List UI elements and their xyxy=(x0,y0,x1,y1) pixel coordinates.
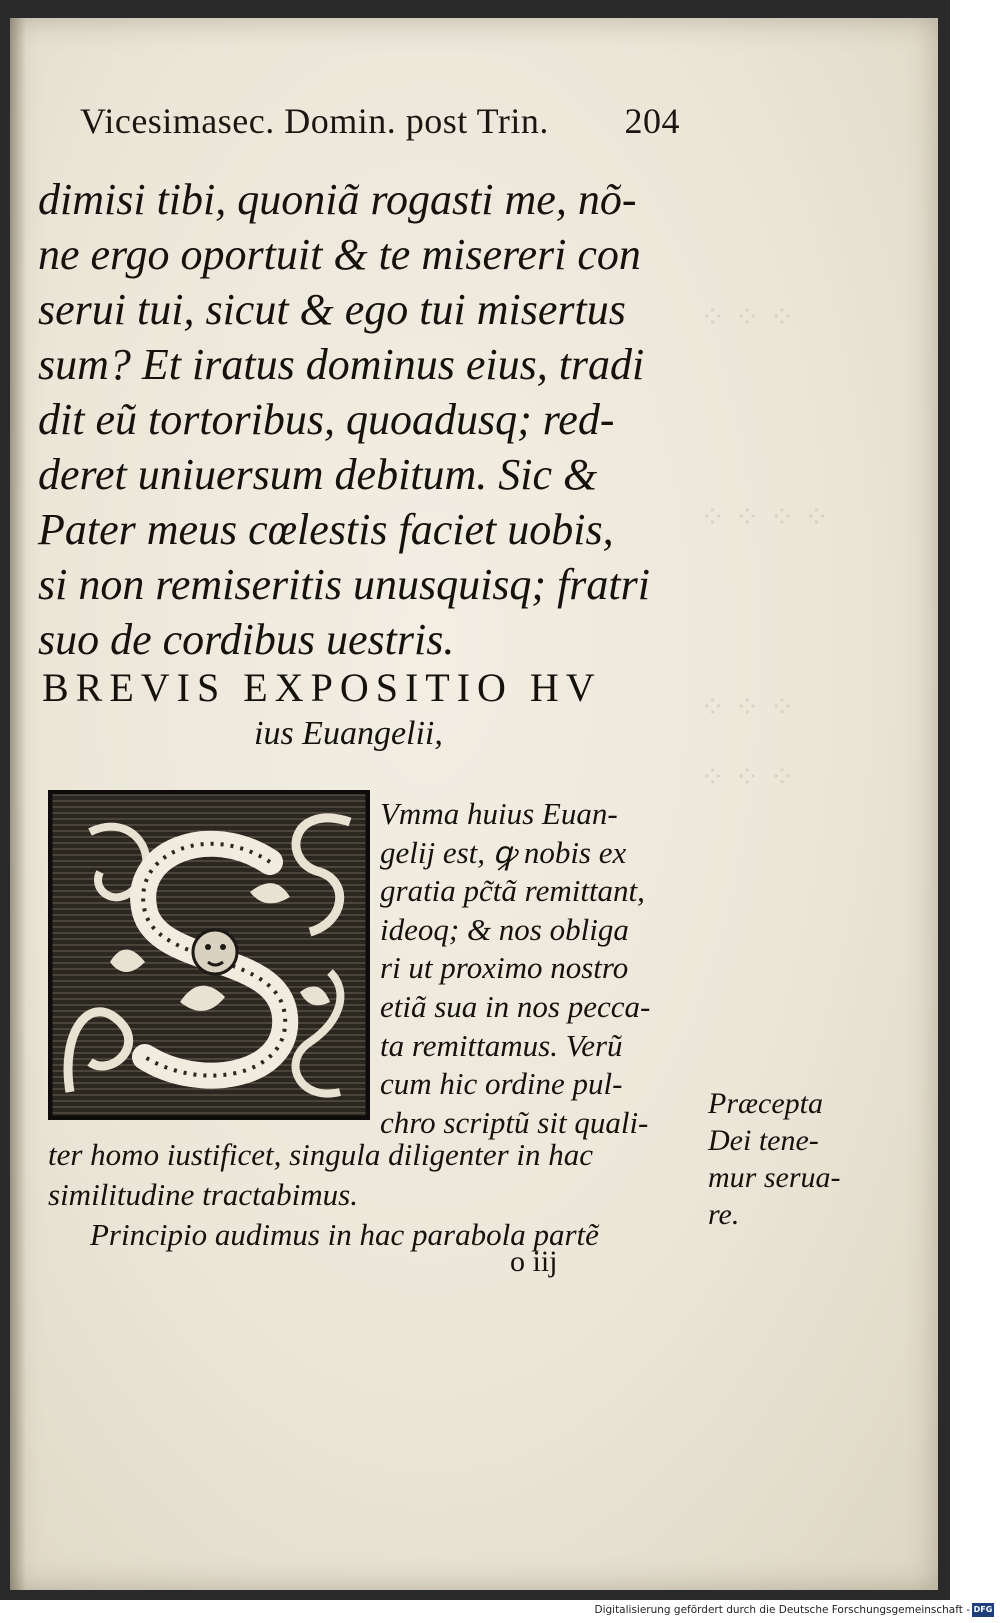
running-title: Vicesimasec. Domin. post Trin. xyxy=(80,101,549,141)
section-heading-line-1: BREVIS EXPOSITIO HV xyxy=(42,665,602,710)
funding-credit: Digitalisierung gefördert durch die Deutsche Forschungsgemeinschaft - xyxy=(594,1604,970,1616)
gutter-shadow xyxy=(10,18,26,1590)
text-line: si non remiseritis unusquisq; fratri xyxy=(38,560,650,609)
signature-mark: o iij xyxy=(510,1245,558,1278)
text-line: chro scriptũ sit quali- xyxy=(380,1104,649,1140)
text-line: similitudine tractabimus. xyxy=(48,1177,358,1212)
continuation-text-block xyxy=(48,1135,708,1255)
main-text-block xyxy=(38,172,698,667)
marginal-line: mur serua- xyxy=(708,1161,841,1194)
text-line: deret uniuersum debitum. Sic & xyxy=(38,450,598,499)
digitization-footer xyxy=(0,1600,1000,1623)
marginal-line: Dei tene- xyxy=(708,1124,819,1157)
text-line: serui tui, sicut & ego tui misertus xyxy=(38,285,626,334)
text-line: dit eũ tortoribus, quoadusq; red- xyxy=(38,395,615,444)
page-number: 204 xyxy=(624,101,680,141)
marginal-note xyxy=(708,1085,888,1233)
text-line: sum? Et iratus dominus eius, tradi xyxy=(38,340,645,389)
decorated-initial-icon xyxy=(48,790,370,1120)
column-text-block xyxy=(380,795,710,1142)
text-line: Principio audimus in hac parabola partẽ xyxy=(90,1217,599,1252)
text-line: cum hic ordine pul- xyxy=(380,1066,623,1102)
text-line: ter homo iustificet, singula diligenter in hac xyxy=(48,1137,594,1172)
marginal-line: Præcepta xyxy=(708,1087,823,1120)
text-line: ri ut proximo nostro xyxy=(380,950,629,986)
section-heading xyxy=(42,664,702,753)
text-line: ta remittamus. Verũ xyxy=(380,1027,623,1063)
text-line: gelij est, ꝙ nobis ex xyxy=(380,834,627,870)
text-line: Pater meus cœlestis faciet uobis, xyxy=(38,505,614,554)
running-header xyxy=(80,100,680,150)
marginal-line: re. xyxy=(708,1198,740,1231)
dfg-logo-icon: DFG xyxy=(972,1603,994,1617)
section-heading-line-2: ius Euangelii, xyxy=(254,715,443,752)
text-line: etiã sua in nos pecca- xyxy=(380,988,651,1024)
text-line: gratia pc̃tã remittant, xyxy=(380,873,645,909)
text-line: suo de cordibus uestris. xyxy=(38,615,455,664)
text-line: dimisi tibi, quoniã rogasti me, nõ- xyxy=(38,175,637,224)
text-line: ne ergo oportuit & te misereri con xyxy=(38,230,641,279)
text-line: Vmma huius Euan- xyxy=(380,796,618,831)
text-line: ideoq; & nos obliga xyxy=(380,911,629,947)
